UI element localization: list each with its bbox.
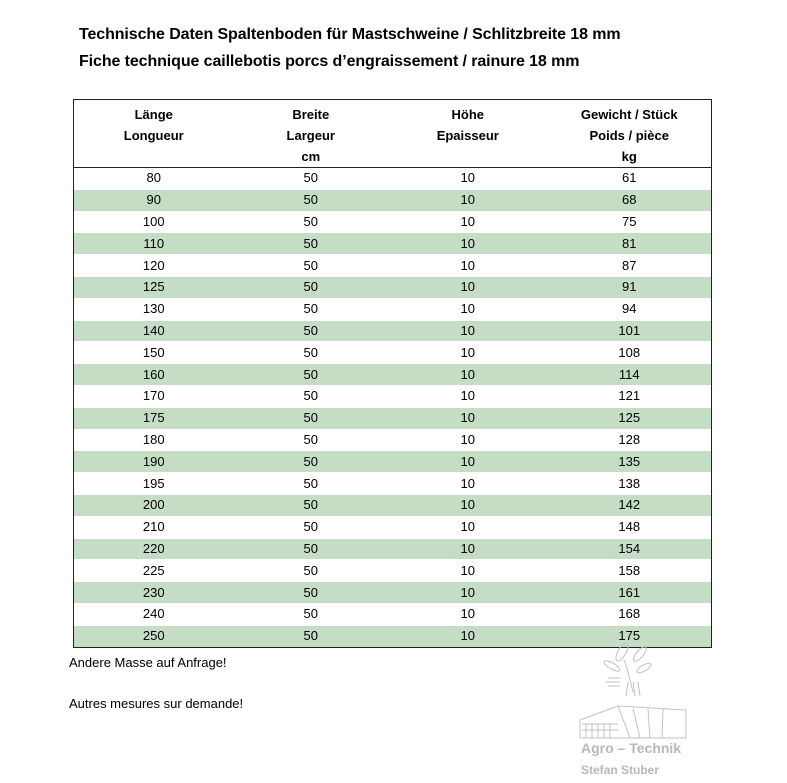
table-row (74, 233, 711, 255)
cell-width: 50 (234, 255, 388, 277)
cell-width: 50 (234, 320, 388, 342)
cell-length: 110 (74, 233, 234, 255)
cell-length: 120 (74, 255, 234, 277)
header-weight-fr: Poids / pièce (589, 128, 669, 143)
cell-width: 50 (234, 560, 388, 582)
cell-length: 175 (74, 407, 234, 429)
cell-height: 10 (388, 494, 548, 516)
cell-length: 140 (74, 320, 234, 342)
table-row (74, 320, 711, 342)
cell-length: 250 (74, 625, 234, 646)
table-row (74, 603, 711, 625)
cell-length: 220 (74, 538, 234, 560)
cell-weight: 61 (548, 168, 711, 190)
cell-width: 50 (234, 364, 388, 386)
table-row (74, 211, 711, 233)
table-row (74, 538, 711, 560)
cell-height: 10 (388, 560, 548, 582)
cell-width: 50 (234, 168, 388, 190)
cell-weight: 158 (548, 560, 711, 582)
cell-width: 50 (234, 494, 388, 516)
header-height (388, 100, 548, 168)
cell-height: 10 (388, 342, 548, 364)
cell-width: 50 (234, 189, 388, 211)
document-title-french: Fiche technique caillebotis porcs d’engraissement / rainure 18 mm (79, 53, 580, 70)
cell-length: 100 (74, 211, 234, 233)
cell-height: 10 (388, 407, 548, 429)
cell-length: 190 (74, 451, 234, 473)
cell-length: 130 (74, 298, 234, 320)
table-row (74, 582, 711, 604)
cell-width: 50 (234, 473, 388, 495)
header-width-unit: cm (301, 149, 321, 164)
cell-height: 10 (388, 255, 548, 277)
header-width-de: Breite (292, 107, 330, 122)
cell-weight: 68 (548, 189, 711, 211)
cell-height: 10 (388, 451, 548, 473)
table-body (74, 168, 711, 647)
header-length-de: Länge (134, 107, 173, 122)
header-height-fr: Epaisseur (436, 128, 499, 143)
cell-height: 10 (388, 211, 548, 233)
cell-length: 200 (74, 494, 234, 516)
table-row (74, 298, 711, 320)
cell-length: 230 (74, 582, 234, 604)
document-title-german: Technische Daten Spaltenboden für Mastschweine / Schlitzbreite 18 mm (79, 26, 621, 43)
table-row (74, 385, 711, 407)
table-row (74, 560, 711, 582)
spec-table-container (73, 99, 712, 648)
cell-weight: 168 (548, 603, 711, 625)
cell-length: 90 (74, 189, 234, 211)
header-length-fr: Longueur (123, 128, 184, 143)
cell-weight: 114 (548, 364, 711, 386)
cell-width: 50 (234, 451, 388, 473)
table-row (74, 494, 711, 516)
logo-brand-name: Agro – Technik (581, 740, 682, 756)
cell-weight: 161 (548, 582, 711, 604)
cell-length: 225 (74, 560, 234, 582)
cell-width: 50 (234, 233, 388, 255)
cell-length: 160 (74, 364, 234, 386)
header-weight-unit: kg (621, 149, 637, 164)
note-french: Autres mesures sur demande! (69, 696, 244, 711)
spec-table (74, 100, 711, 647)
cell-weight: 138 (548, 473, 711, 495)
table-row (74, 255, 711, 277)
cell-length: 210 (74, 516, 234, 538)
logo-owner-name: Stefan Stuber (581, 763, 660, 777)
cell-width: 50 (234, 582, 388, 604)
cell-length: 170 (74, 385, 234, 407)
cell-weight: 101 (548, 320, 711, 342)
cell-width: 50 (234, 407, 388, 429)
company-logo (578, 640, 688, 780)
cell-width: 50 (234, 276, 388, 298)
cell-weight: 135 (548, 451, 711, 473)
cell-height: 10 (388, 168, 548, 190)
table-header-row (74, 100, 711, 168)
plant-and-barn-logo-icon (578, 640, 688, 740)
cell-height: 10 (388, 298, 548, 320)
cell-height: 10 (388, 625, 548, 646)
cell-width: 50 (234, 429, 388, 451)
cell-weight: 125 (548, 407, 711, 429)
cell-length: 125 (74, 276, 234, 298)
cell-weight: 75 (548, 211, 711, 233)
cell-height: 10 (388, 473, 548, 495)
cell-height: 10 (388, 189, 548, 211)
cell-width: 50 (234, 385, 388, 407)
table-row (74, 342, 711, 364)
header-width (234, 100, 388, 168)
cell-length: 180 (74, 429, 234, 451)
cell-height: 10 (388, 233, 548, 255)
cell-weight: 175 (548, 625, 711, 646)
cell-length: 150 (74, 342, 234, 364)
cell-height: 10 (388, 364, 548, 386)
cell-weight: 108 (548, 342, 711, 364)
table-row (74, 407, 711, 429)
table-row (74, 276, 711, 298)
cell-height: 10 (388, 320, 548, 342)
header-weight-de: Gewicht / Stück (580, 107, 678, 122)
table-row (74, 473, 711, 495)
cell-weight: 142 (548, 494, 711, 516)
cell-height: 10 (388, 538, 548, 560)
table-row (74, 364, 711, 386)
note-german: Andere Masse auf Anfrage! (69, 655, 227, 670)
cell-height: 10 (388, 582, 548, 604)
cell-width: 50 (234, 603, 388, 625)
header-weight (548, 100, 711, 168)
cell-width: 50 (234, 342, 388, 364)
cell-width: 50 (234, 211, 388, 233)
header-width-fr: Largeur (286, 128, 335, 143)
cell-width: 50 (234, 298, 388, 320)
cell-height: 10 (388, 429, 548, 451)
cell-height: 10 (388, 385, 548, 407)
cell-height: 10 (388, 276, 548, 298)
cell-length: 195 (74, 473, 234, 495)
cell-height: 10 (388, 603, 548, 625)
cell-width: 50 (234, 538, 388, 560)
cell-weight: 94 (548, 298, 711, 320)
cell-weight: 128 (548, 429, 711, 451)
cell-height: 10 (388, 516, 548, 538)
cell-weight: 148 (548, 516, 711, 538)
cell-weight: 81 (548, 233, 711, 255)
cell-weight: 154 (548, 538, 711, 560)
header-height-de: Höhe (451, 107, 485, 122)
cell-length: 240 (74, 603, 234, 625)
table-row (74, 168, 711, 190)
cell-weight: 121 (548, 385, 711, 407)
table-row (74, 451, 711, 473)
table-row (74, 189, 711, 211)
cell-width: 50 (234, 625, 388, 646)
cell-width: 50 (234, 516, 388, 538)
header-length (74, 100, 234, 168)
cell-weight: 87 (548, 255, 711, 277)
table-row (74, 429, 711, 451)
cell-length: 80 (74, 168, 234, 190)
cell-weight: 91 (548, 276, 711, 298)
table-row (74, 516, 711, 538)
